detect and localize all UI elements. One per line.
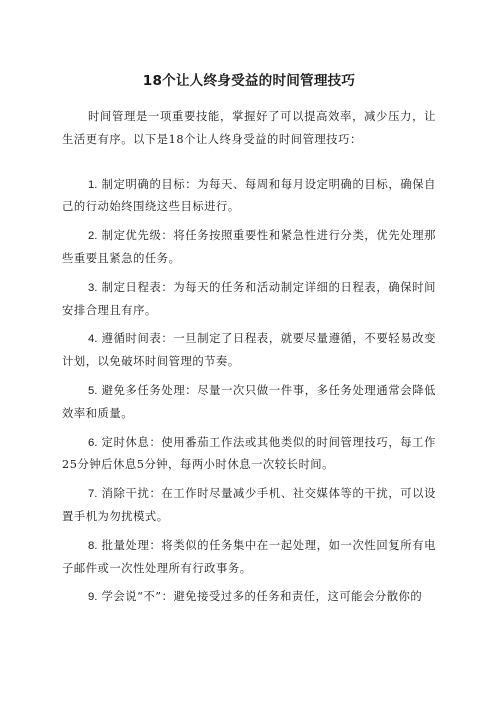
list-item [62,277,436,323]
item-text: 制定明确的目标：为每天、每周和每月设定明确的目标，确保自己的行动始终围绕这些目标进行。 [62,177,436,214]
intro-paragraph: 时间管理是一项重要技能，掌握好了可以提高效率，减少压力，让生活更有序。以下是18个让人终身受益的时间管理技巧： [62,110,436,146]
list-item [62,174,436,220]
item-text: 制定日程表：为每天的任务和活动制定详细的日程表，确保时间安排合理且有序。 [62,280,436,317]
list-item [62,225,436,271]
item-text: 制定优先级：将任务按照重要性和紧急性进行分类，优先处理那些重要且紧急的任务。 [62,229,436,265]
item-text: 避免多任务处理：尽量一次只做一件事，多任务处理通常会降低效率和质量。 [62,383,436,420]
tips-list [62,174,436,610]
item-number: 5. [88,384,98,397]
list-item [62,380,436,426]
item-text: 定时休息：使用番茄工作法或其他类似的时间管理技巧，每工作25分钟后休息5分钟，每两小时休息一次较长时间。 [62,435,436,472]
item-number: 3. [88,281,98,294]
item-text: 遵循时间表：一旦制定了日程表，就要尽量遵循，不要轻易改变计划，以免破坏时间管理的节奏。 [62,332,436,369]
item-number: 6. [88,436,98,449]
list-item [62,328,436,374]
document-title: 18个让人终身受益的时间管理技巧 [142,73,356,89]
item-number: 8. [88,539,98,552]
list-item [62,586,436,609]
list-item [62,535,436,581]
list-item [62,483,436,529]
item-number: 2. [88,230,98,243]
item-number: 9. [88,591,98,604]
item-text: 学会说“不”：避免接受过多的任务和责任，这可能会分散你的 [101,590,423,604]
item-number: 7. [88,488,98,501]
item-number: 1. [88,178,98,191]
item-text: 批量处理：将类似的任务集中在一起处理，如一次性回复所有电子邮件或一次性处理所有行政事务。 [62,538,436,575]
list-item [62,432,436,478]
item-number: 4. [88,333,98,346]
item-text: 消除干扰：在工作时尽量减少手机、社交媒体等的干扰，可以设置手机为勿扰模式。 [62,487,436,523]
